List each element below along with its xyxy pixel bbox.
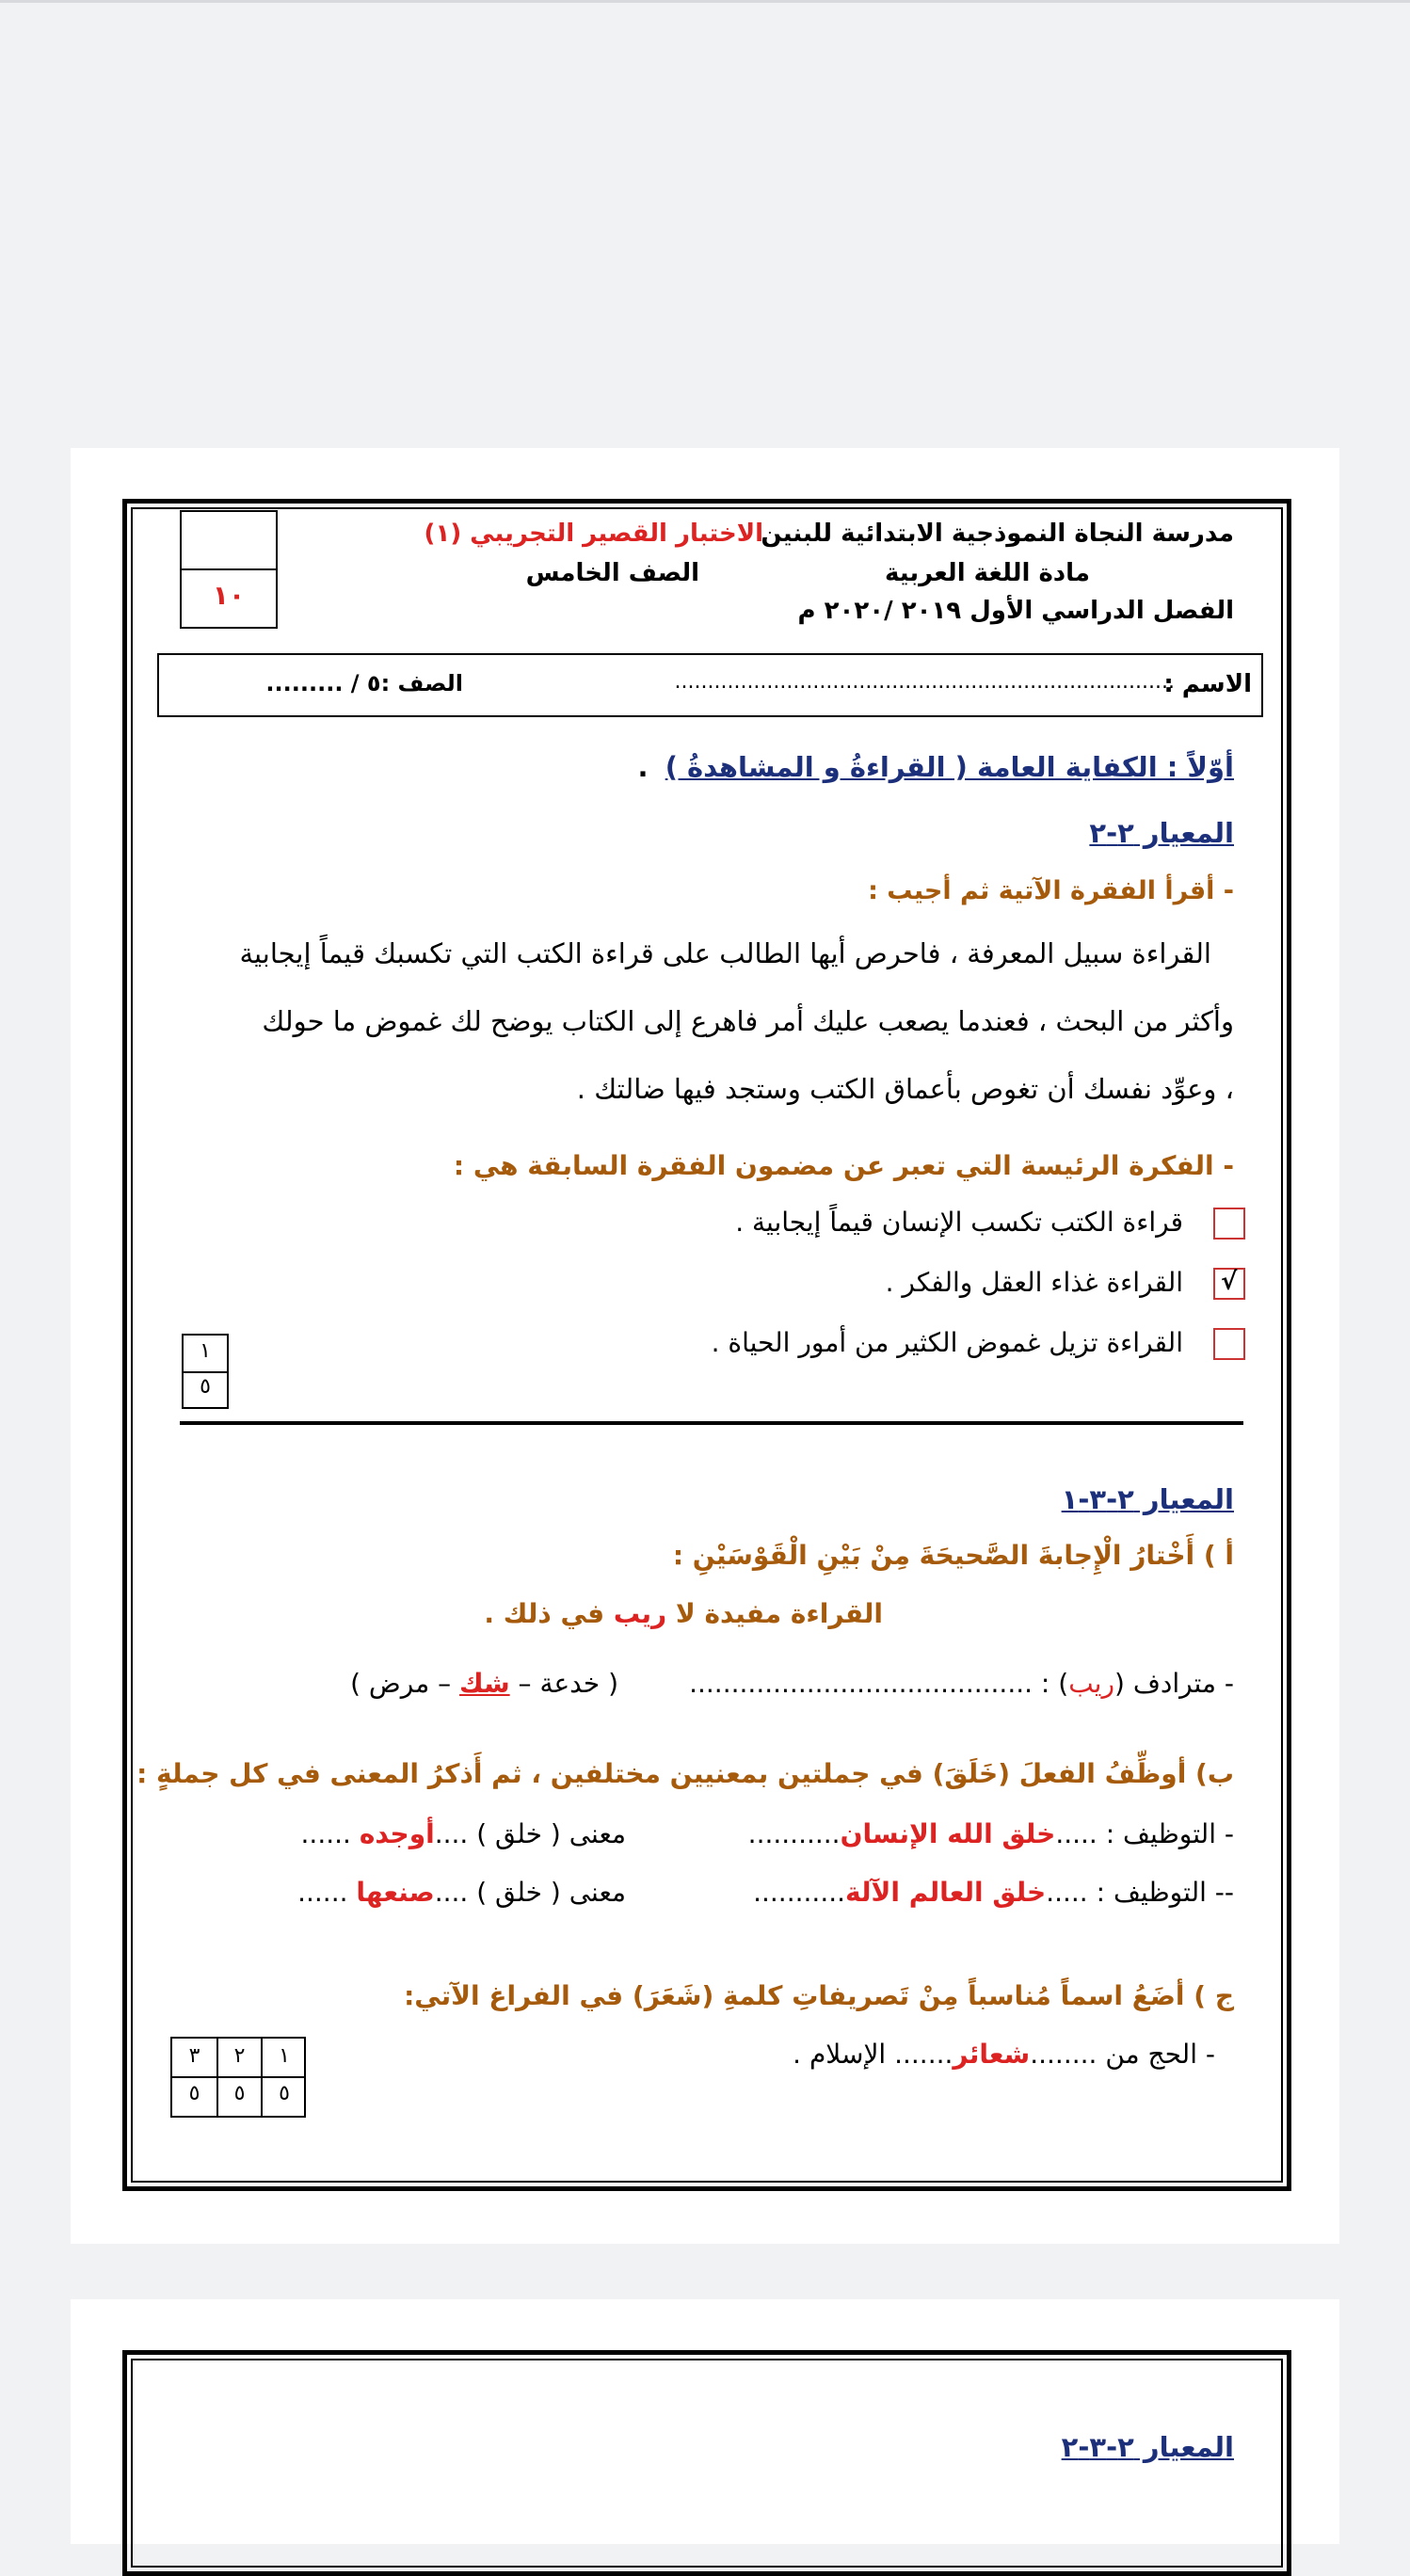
option-3-text: القراءة تزيل غموض الكثير من أمور الحياة . bbox=[711, 1327, 1183, 1358]
choice-doubt-answer: شك bbox=[459, 1668, 510, 1699]
score-header-3: ٣ bbox=[188, 2044, 200, 2068]
reading-instruction: - أقرأ الفقرة الآتية ثم أجيب : bbox=[868, 876, 1234, 905]
section1-title-end: . bbox=[637, 751, 649, 783]
usage-row-2 bbox=[753, 1877, 1234, 1908]
meaning-row-2 bbox=[297, 1877, 626, 1908]
part-c-prefix: - الحج من ........ bbox=[1030, 2039, 1215, 2070]
option-2-checkbox[interactable] bbox=[1213, 1268, 1245, 1300]
main-idea-question: - الفكرة الرئيسة التي تعبر عن مضمون الفقرة السابقة هي : bbox=[453, 1150, 1234, 1181]
part-a-sentence bbox=[484, 1598, 883, 1629]
paragraph-line-3: ، وعوِّد نفسك أن تغوص بأعماق الكتب وستجد فيها ضالتك . bbox=[576, 1073, 1234, 1105]
meaning-row-2-label: معنى ( خلق ) .... bbox=[434, 1877, 626, 1908]
school-name: مدرسة النجاة النموذجية الابتدائية للبنين bbox=[761, 520, 1234, 548]
standard-2-2: المعيار ٢-٢ bbox=[1089, 817, 1234, 849]
meaning-row-2-end: ...... bbox=[297, 1877, 357, 1908]
paragraph-line-1: القراءة سبيل المعرفة ، فاحرص أيها الطالب على قراءة الكتب التي تكسبك قيماً إيجابية bbox=[239, 937, 1211, 969]
paragraph-line-2: وأكثر من البحث ، فعندما يصعب عليك أمر فاهرع إلى الكتاب يوضح لك غموض ما حولك bbox=[262, 1005, 1234, 1037]
standard-2-3-2: المعيار ٢-٣-٢ bbox=[1061, 2431, 1234, 2463]
total-score: ١٠ bbox=[212, 580, 246, 611]
option-3-checkbox[interactable] bbox=[1213, 1328, 1245, 1360]
student-info-row bbox=[157, 653, 1263, 717]
section1-score-value: ٥ bbox=[200, 1375, 211, 1399]
check-mark-icon: √ bbox=[1221, 1268, 1238, 1296]
section2-score-table bbox=[170, 2037, 306, 2118]
highlighted-word: ريب bbox=[613, 1598, 667, 1629]
usage-row-2-prefix: -- التوظيف : ..... bbox=[1046, 1877, 1234, 1908]
score-header-2: ٢ bbox=[233, 2044, 246, 2068]
subject-name: مادة اللغة العربية bbox=[884, 559, 1090, 587]
part-c-suffix: ....... الإسلام . bbox=[793, 2039, 953, 2070]
usage-row-2-answer: خلق العالم الآلة bbox=[845, 1877, 1047, 1908]
part-c-line bbox=[793, 2039, 1215, 2070]
term-label: الفصل الدراسي الأول ٢٠١٩ /٢٠٢٠ م bbox=[797, 597, 1234, 625]
top-divider bbox=[0, 0, 1410, 3]
exam-title: الاختبار القصير التجريبي (١) bbox=[424, 520, 763, 548]
synonym-prefix: - مترادف ( bbox=[1114, 1668, 1234, 1699]
usage-row-1-answer: خلق الله الإنسان bbox=[840, 1818, 1056, 1849]
usage-row-1 bbox=[748, 1818, 1234, 1849]
part-a-sentence-end: في ذلك . bbox=[484, 1598, 605, 1629]
usage-row-1-dots: ........... bbox=[747, 1818, 841, 1849]
synonym-choices bbox=[350, 1668, 618, 1699]
option-1-checkbox[interactable] bbox=[1213, 1208, 1245, 1240]
synonym-word: ريب bbox=[1068, 1668, 1114, 1699]
option-2-text: القراءة غذاء العقل والفكر . bbox=[885, 1267, 1183, 1298]
meaning-row-1 bbox=[301, 1818, 626, 1849]
section1-score-box bbox=[182, 1334, 229, 1409]
meaning-row-1-end: ...... bbox=[300, 1818, 360, 1849]
name-label: الاسم : bbox=[1163, 670, 1252, 698]
score-value-2: ٥ bbox=[233, 2082, 246, 2105]
option-1-text: قراءة الكتب تكسب الإنسان قيماً إيجابية . bbox=[735, 1207, 1183, 1238]
usage-row-2-dots: ........... bbox=[753, 1877, 846, 1908]
score-value-1: ٥ bbox=[279, 2082, 290, 2105]
part-b-title: ب) أوظِّفُ الفعلَ (خَلَقَ) في جملتين بمعنيين مختلفين ، ثم أَذكرُ المعنى في كل جملةٍ : bbox=[136, 1758, 1234, 1789]
choice-illness: – مرض ) bbox=[350, 1668, 452, 1699]
section1-title: أوّلاً : الكفاية العامة ( القراءةُ و المشاهدةُ ) bbox=[665, 751, 1234, 783]
section1-heading bbox=[638, 751, 1234, 783]
name-input[interactable]: ............................................................................ bbox=[674, 670, 1175, 694]
exam-page-2 bbox=[71, 2299, 1339, 2544]
part-a-sentence-start: القراءة مفيدة لا bbox=[675, 1598, 883, 1629]
usage-row-1-prefix: - التوظيف : ..... bbox=[1055, 1818, 1234, 1849]
synonym-answer-blank[interactable]: ) : ......................................... bbox=[689, 1668, 1069, 1699]
part-c-answer: شعائر bbox=[953, 2039, 1031, 2070]
score-value-3: ٥ bbox=[188, 2082, 200, 2105]
part-c-title: ج ) أضَعُ اسماً مُناسباً مِنْ تَصريفاتِ كلمةِ (شَعَرَ) في الفراغ الآتي: bbox=[404, 1980, 1234, 2011]
standard-2-3-1: المعيار ٢-٣-١ bbox=[1061, 1483, 1234, 1515]
score-header-1: ١ bbox=[279, 2044, 290, 2068]
grade-label: الصف الخامس bbox=[525, 559, 699, 587]
total-score-box bbox=[180, 510, 278, 629]
meaning-row-1-label: معنى ( خلق ) .... bbox=[434, 1818, 626, 1849]
section1-score-max: ١ bbox=[200, 1339, 211, 1363]
part-a-title: أ ) أَخْتارُ الْإِجابةَ الصَّحيحَةَ مِنْ بَيْنِ الْقَوْسَيْنِ : bbox=[672, 1540, 1234, 1571]
class-input[interactable]: الصف :٥ / ......... bbox=[265, 670, 463, 696]
exam-page-1 bbox=[71, 448, 1339, 2244]
meaning-row-1-answer: أوجده bbox=[359, 1818, 435, 1849]
meaning-row-2-answer: صنعها bbox=[356, 1877, 435, 1908]
choice-deception: ( خدعة – bbox=[518, 1668, 618, 1699]
section-divider bbox=[180, 1421, 1243, 1425]
synonym-line bbox=[689, 1668, 1234, 1699]
page-2-border bbox=[122, 2350, 1291, 2576]
